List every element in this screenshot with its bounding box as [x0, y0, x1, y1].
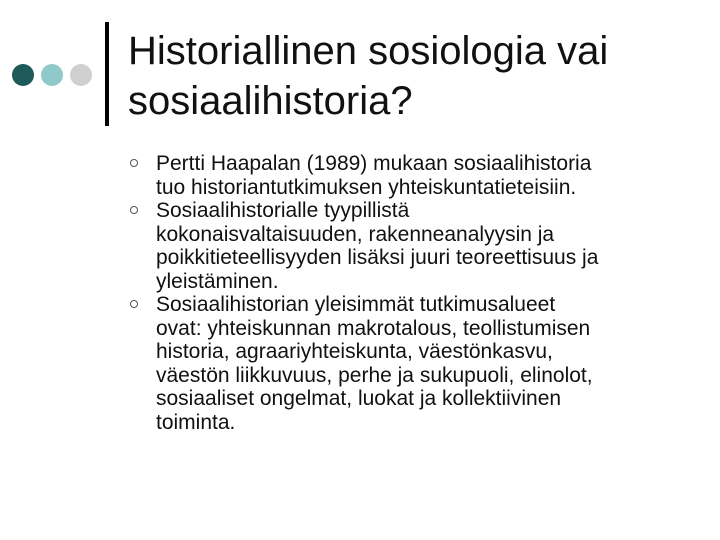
- bullet-item: [128, 293, 688, 434]
- bullet-item: [128, 152, 688, 199]
- bullet-line: sosiaaliset ongelmat, luokat ja kollektiivinen: [156, 387, 562, 410]
- bullet-line: historia, agraariyhteiskunta, väestönkasvu,: [156, 340, 553, 363]
- bullet-line: Sosiaalihistorialle tyypillistä: [156, 199, 410, 222]
- bullet-line: toiminta.: [156, 410, 236, 434]
- hollow-circle-bullet-icon: [130, 206, 138, 214]
- slide-title: [128, 26, 698, 126]
- bullet-list: [128, 152, 688, 434]
- hollow-circle-bullet-icon: [130, 159, 138, 167]
- bullet-line: Pertti Haapalan (1989) mukaan sosiaalihistoria: [156, 152, 592, 175]
- bullet-line: tuo historiantutkimuksen yhteiskuntatieteisiin.: [156, 175, 577, 199]
- bullet-line: Sosiaalihistorian yleisimmät tutkimusalueet: [156, 293, 556, 316]
- slide-title-line: Historiallinen sosiologia vai: [128, 29, 609, 73]
- bullet-text: [156, 152, 688, 199]
- bullet-line: poikkitieteellisyyden lisäksi juuri teoreettisuus ja: [156, 246, 599, 269]
- hollow-circle-bullet-icon: [130, 300, 138, 308]
- bullet-line: kokonaisvaltaisuuden, rakenneanalyysin ja: [156, 222, 555, 246]
- bullet-text: [156, 293, 688, 434]
- bullet-line: ovat: yhteiskunnan makrotalous, teollistumisen: [156, 316, 591, 340]
- title-divider-bar: [105, 22, 109, 126]
- bullet-item: [128, 199, 688, 293]
- decorative-dot-teal: [41, 64, 63, 86]
- decorative-dot-dark: [12, 64, 34, 86]
- bullet-line: yleistäminen.: [156, 269, 279, 293]
- bullet-line: väestön liikkuvuus, perhe ja sukupuoli, elinolot,: [156, 363, 593, 387]
- bullet-text: [156, 199, 688, 293]
- slide-title-line: sosiaalihistoria?: [128, 79, 413, 123]
- decorative-dot-grey: [70, 64, 92, 86]
